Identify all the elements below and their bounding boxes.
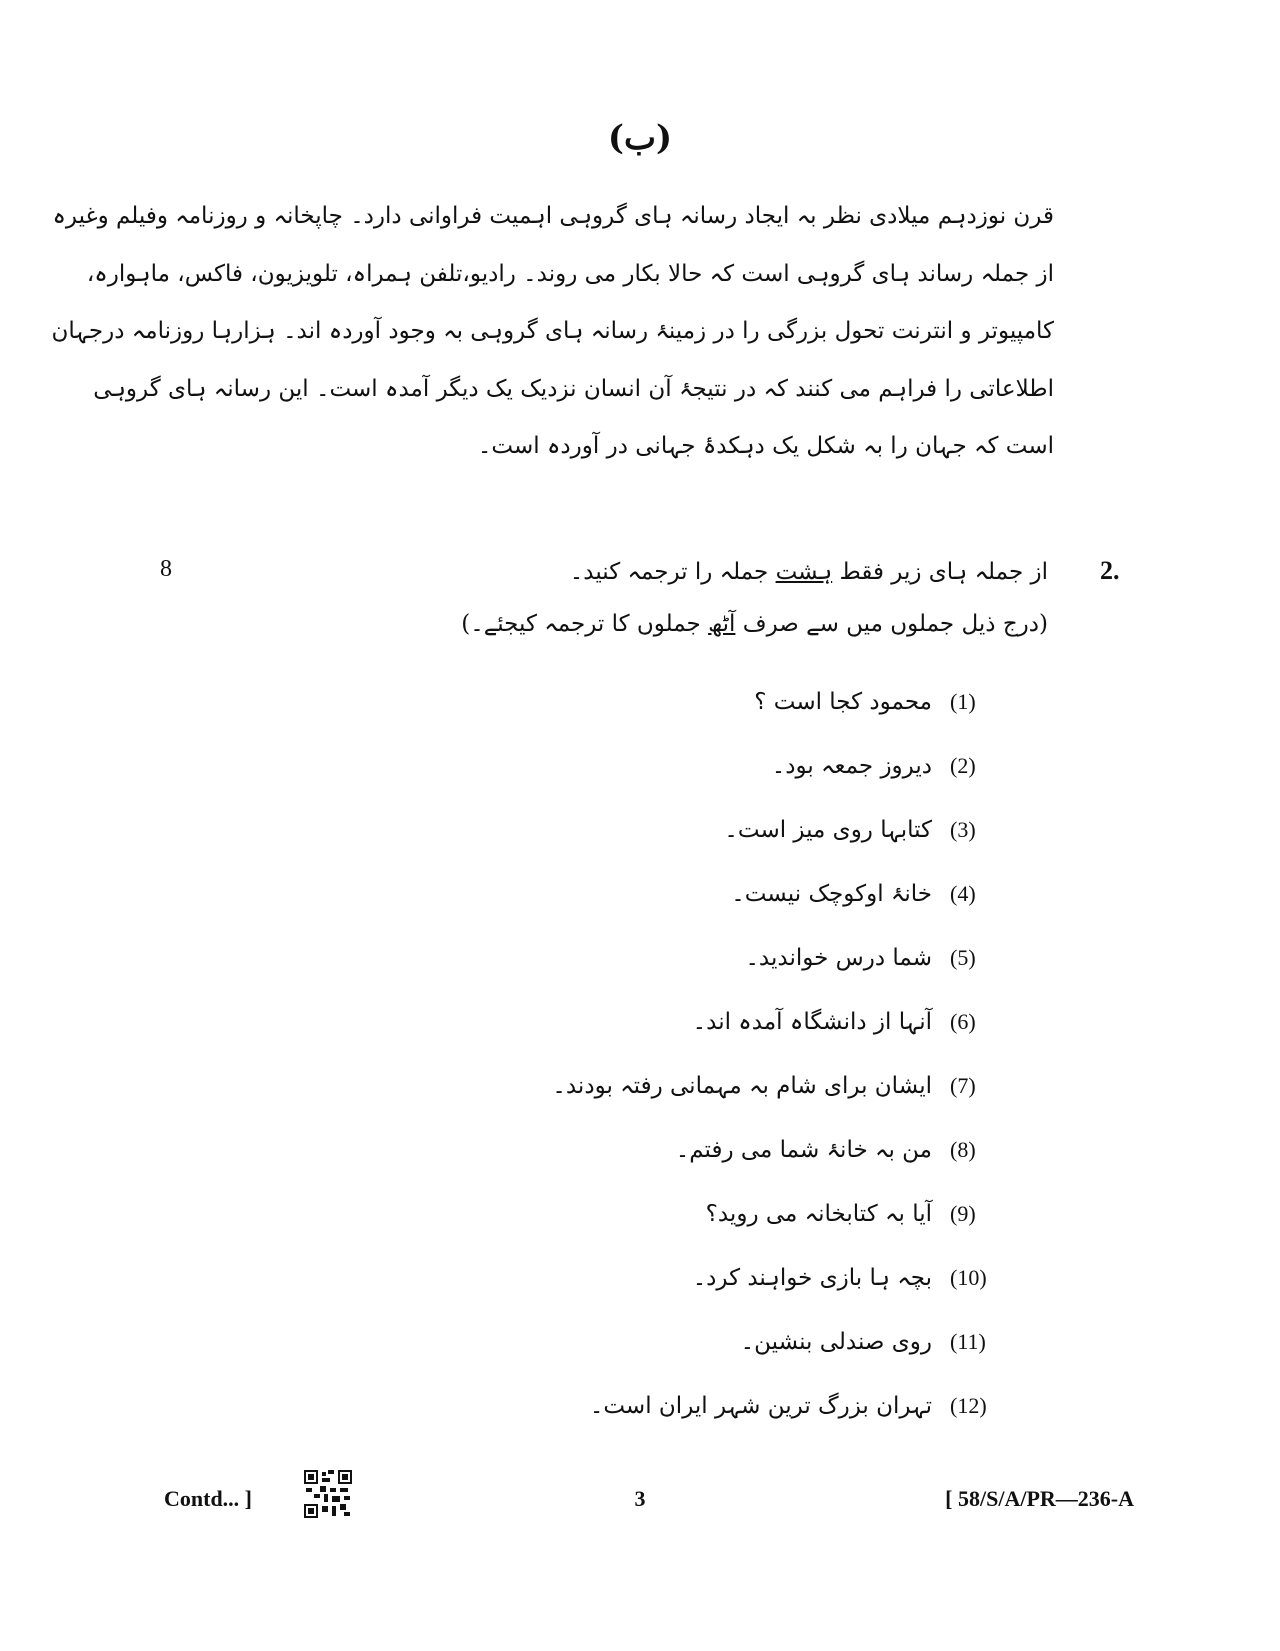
- item-text: دیروز جمعہ بود۔: [771, 753, 932, 779]
- instruction-underlined: آٹھ: [708, 611, 736, 637]
- section-heading: (ب): [607, 118, 673, 158]
- item-text: ایشان برای شام بہ مہمانی رفتہ بودند۔: [552, 1073, 932, 1099]
- item-number: (8): [950, 1137, 976, 1162]
- question-instructions: [461, 546, 1048, 650]
- question-item: [402, 1182, 1002, 1246]
- question-item: [402, 926, 1002, 990]
- question-item: [402, 670, 1002, 734]
- passage-line: از جملہ رساند ہای گروہی است کہ حالا بکار می روند۔ رادیو،تلفن ہمراہ، تلویزیون، فاکس، ماہوارہ،: [86, 260, 1054, 287]
- item-number: (1): [950, 689, 976, 714]
- instruction-text: از جملہ ہای زیر فقط: [832, 559, 1048, 585]
- question-item: [402, 734, 1002, 798]
- question-item: [402, 1374, 1002, 1438]
- item-number: (3): [950, 817, 976, 842]
- item-number: (6): [950, 1009, 976, 1034]
- question-item: [402, 1310, 1002, 1374]
- page-number: 3: [634, 1486, 646, 1511]
- passage-line: کامپیوتر و انترنت تحول بزرگی را در زمینۂ رسانہ ہای گروہی بہ وجود آوردہ اند۔ ہزارہا روزنامہ درجہان: [51, 318, 1054, 344]
- item-text: خانۂ اوکوچک نیست۔: [731, 881, 932, 907]
- question-marks: 8: [160, 556, 172, 582]
- item-number: (12): [950, 1393, 987, 1418]
- passage-line: اطلاعاتی را فراہم می کنند کہ در نتیجۂ آن انسان نزدیک یک دیگر آمدہ است۔ این رسانہ ہای گروہی: [93, 375, 1054, 402]
- question-item: [402, 990, 1002, 1054]
- question-items: [402, 670, 1002, 1438]
- instruction-underlined: ہشت: [775, 559, 833, 585]
- footer-contd: Contd... ]: [164, 1486, 253, 1511]
- question-item: [402, 1054, 1002, 1118]
- question-item: [402, 1246, 1002, 1310]
- instruction-text: جملہ را ترجمہ کنید۔: [569, 559, 776, 585]
- item-number: (2): [950, 753, 976, 778]
- item-number: (7): [950, 1073, 976, 1098]
- question-item: [402, 1118, 1002, 1182]
- instruction-urdu: [461, 598, 1048, 650]
- item-number: (10): [950, 1265, 987, 1290]
- question-item: [402, 798, 1002, 862]
- item-number: (11): [950, 1329, 986, 1354]
- item-text: آیا بہ کتابخانہ می روید؟: [705, 1201, 932, 1227]
- item-number: (5): [950, 945, 976, 970]
- passage: [51, 188, 1054, 476]
- passage-line: قرن نوزدہم میلادی نظر بہ ایجاد رسانہ ہای گروہی اہمیت فراوانی دارد۔ چاپخانہ و روزنامہ وفیلم وغیرہ: [52, 203, 1054, 229]
- item-text: بچہ ہا بازی خواہند کرد۔: [692, 1265, 932, 1291]
- paper-code: [ 58/S/A/PR—236-A: [945, 1486, 1134, 1511]
- instruction-text: جملوں کا ترجمہ کیجئے۔): [461, 611, 709, 637]
- item-number: (4): [950, 881, 976, 906]
- item-text: کتابہا روی میز است۔: [724, 817, 932, 843]
- question-number: 2.: [1100, 556, 1120, 585]
- instruction-persian: [461, 546, 1048, 598]
- item-text: روی صندلی بنشین۔: [740, 1329, 932, 1355]
- item-number: (9): [950, 1201, 976, 1226]
- item-text: من بہ خانۂ شما می رفتم۔: [675, 1137, 932, 1163]
- item-text: آنہا از دانشگاہ آمدہ اند۔: [692, 1009, 932, 1035]
- passage-line: است کہ جہان را بہ شکل یک دہکدۂ جہانی در آوردہ است۔: [477, 433, 1054, 459]
- item-text: تہران بزرگ ترین شہر ایران است۔: [589, 1393, 932, 1419]
- item-text: شما درس خواندید۔: [745, 945, 932, 971]
- instruction-text: (درج ذیل جملوں میں سے صرف: [735, 611, 1048, 637]
- question-item: [402, 862, 1002, 926]
- item-text: محمود کجا است ؟: [754, 689, 932, 715]
